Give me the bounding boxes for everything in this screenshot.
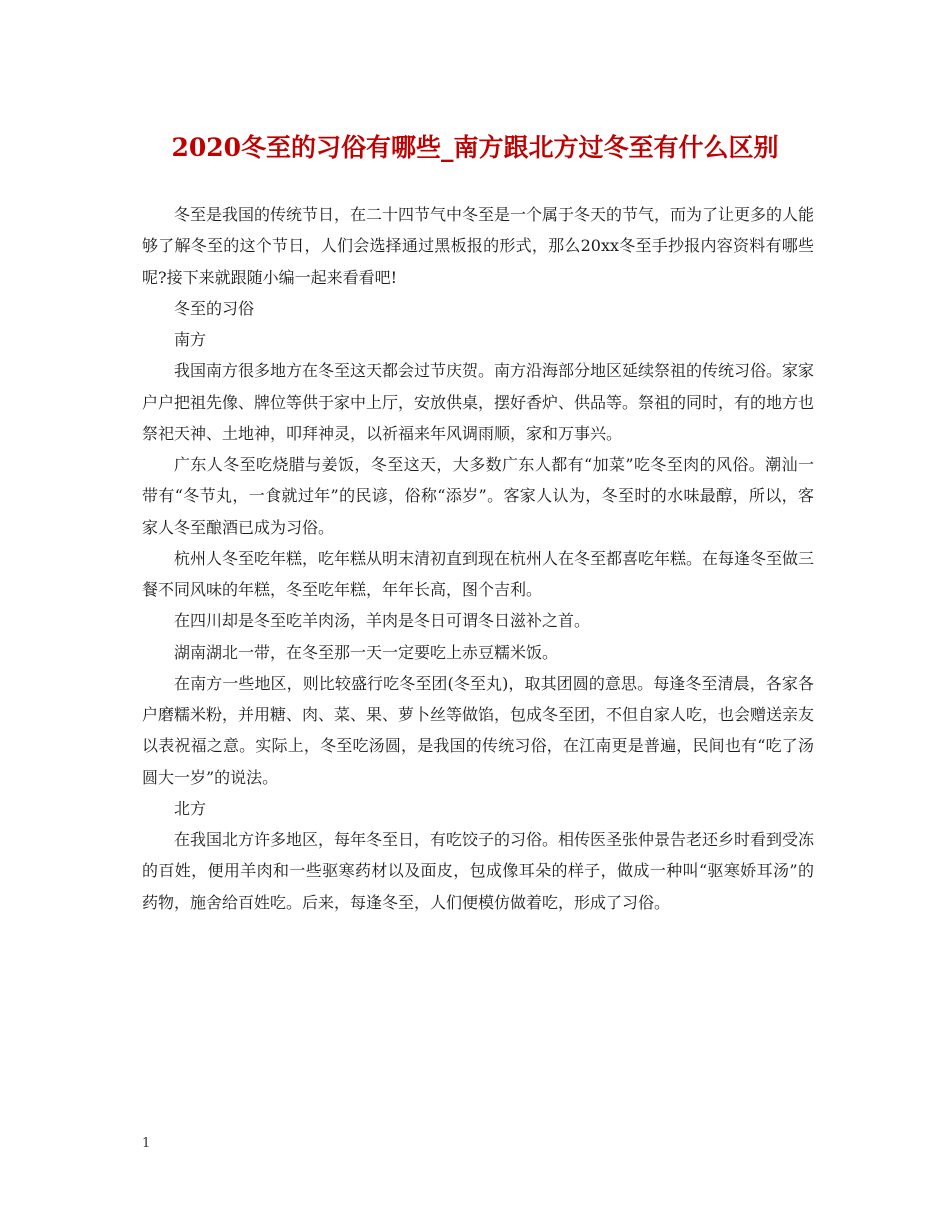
document-body bbox=[142, 199, 814, 918]
paragraph-hangzhou: 杭州人冬至吃年糕，吃年糕从明末清初直到现在杭州人在冬至都喜吃年糕。在每逢冬至做三餐不同风味的年糕，冬至吃年糕，年年长高，图个吉利。 bbox=[142, 548, 815, 599]
paragraph-hunan-hubei: 湖南湖北一带，在冬至那一天一定要吃上赤豆糯米饭。 bbox=[174, 642, 559, 662]
document-title: 2020冬至的习俗有哪些_南方跟北方过冬至有什么区别 bbox=[171, 133, 779, 162]
page-number: 1 bbox=[142, 1136, 151, 1151]
paragraph-intro: 冬至是我国的传统节日，在二十四节气中冬至是一个属于冬天的节气，而为了让更多的人能够了解冬至的这个节日，人们会选择通过黑板报的形式，那么20xx冬至手抄报内容资料有哪些呢?接下来就跟随小编一起来看看吧! bbox=[142, 205, 815, 287]
paragraph-north-dumplings: 在我国北方许多地区，每年冬至日，有吃饺子的习俗。相传医圣张仲景告老还乡时看到受冻的百姓，便用羊肉和一些驱寒药材以及面皮，包成像耳朵的样子，做成一种叫“驱寒娇耳汤”的药物，施舍给百姓吃。后来，每逢冬至，人们便模仿做着吃，形成了习俗。 bbox=[142, 830, 815, 912]
paragraph-sichuan: 在四川却是冬至吃羊肉汤，羊肉是冬日可谓冬日滋补之首。 bbox=[174, 611, 591, 631]
paragraph-south-ancestor-worship: 我国南方很多地方在冬至这天都会过节庆贺。南方沿海部分地区延续祭祖的传统习俗。家家户户把祖先像、牌位等供于家中上厅，安放供桌，摆好香炉、供品等。祭祖的同时，有的地方也祭祀天神、土地神，叩拜神灵，以祈福来年风调雨顺，家和万事兴。 bbox=[142, 361, 815, 443]
subheading-south: 南方 bbox=[174, 330, 207, 349]
section-heading-customs: 冬至的习俗 bbox=[174, 298, 255, 318]
paragraph-guangdong: 广东人冬至吃烧腊与姜饭，冬至这天，大多数广东人都有“加菜”吃冬至肉的风俗。潮汕一带有“冬节丸，一食就过年”的民谚，俗称“添岁”。客家人认为，冬至时的水味最醇，所以，客家人冬至酿酒已成为习俗。 bbox=[142, 455, 814, 537]
subheading-north: 北方 bbox=[174, 798, 207, 818]
paragraph-tangyuan: 在南方一些地区，则比较盛行吃冬至团(冬至丸)，取其团圆的意思。每逢冬至清晨，各家各户磨糯米粉，并用糖、肉、菜、果、萝卜丝等做馅，包成冬至团，不但自家人吃，也会赠送亲友以表祝福之意。实际上，冬至吃汤圆，是我国的传统习俗，在江南更是普遍，民间也有“吃了汤圆大一岁”的说法。 bbox=[142, 673, 815, 787]
